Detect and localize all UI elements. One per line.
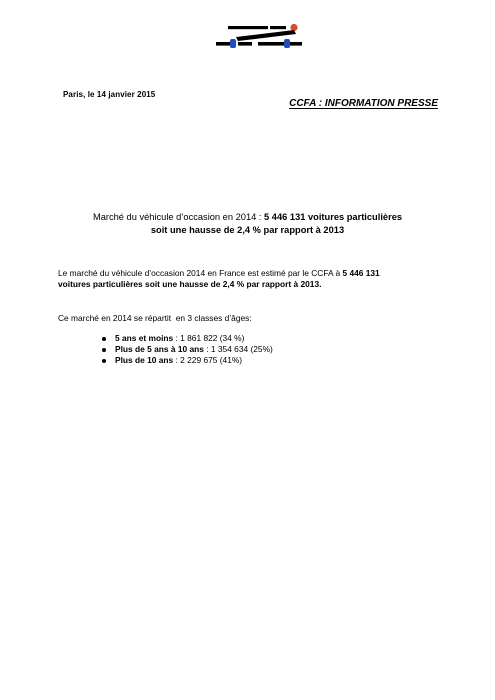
- list-item: [102, 355, 273, 366]
- bullet-icon: [102, 359, 106, 363]
- list-item: [102, 333, 273, 344]
- headline-line-1-bold: 5 446 131 voitures particulières: [264, 212, 403, 222]
- headline-line-1-prefix: Marché du véhicule d’occasion en 2014 :: [92, 212, 265, 222]
- class-label: Plus de 5 ans à 10 ans: [115, 344, 204, 355]
- intro-line-2: voitures particulières soit une hausse de 2,4 % par rapport à 2013.: [58, 279, 322, 289]
- headline-line-2: soit une hausse de 2,4 % par rapport à 2013: [150, 224, 345, 235]
- bullet-icon: [102, 337, 106, 341]
- list-item: [102, 344, 273, 355]
- bullet-icon: [102, 348, 106, 352]
- intro-line-1-prefix: Le marché du véhicule d’occasion 2014 en France est estimé par le CCFA à: [58, 268, 343, 278]
- headline: [40, 211, 455, 236]
- intro-line-1-bold: 5 446 131: [342, 268, 380, 278]
- class-label: Plus de 10 ans: [115, 355, 174, 366]
- press-label: CCFA : INFORMATION PRESSE: [289, 98, 438, 109]
- headline-line-1: [40, 211, 455, 224]
- class-value: : 2 229 675 (41%): [173, 355, 243, 366]
- age-classes-list: [102, 333, 273, 367]
- class-value: : 1 861 822 (34 %): [173, 333, 245, 343]
- intro-paragraph: [58, 268, 458, 290]
- classes-intro-paragraph: Ce marché en 2014 se répartit en 3 classes d’âges:: [58, 313, 252, 323]
- class-value: : 1 354 634 (25%): [203, 344, 273, 355]
- intro-line-1: [58, 268, 458, 279]
- ccfa-logo-icon: [214, 20, 310, 54]
- dateline: Paris, le 14 janvier 2015: [63, 90, 156, 99]
- class-label: 5 ans et moins: [115, 333, 174, 343]
